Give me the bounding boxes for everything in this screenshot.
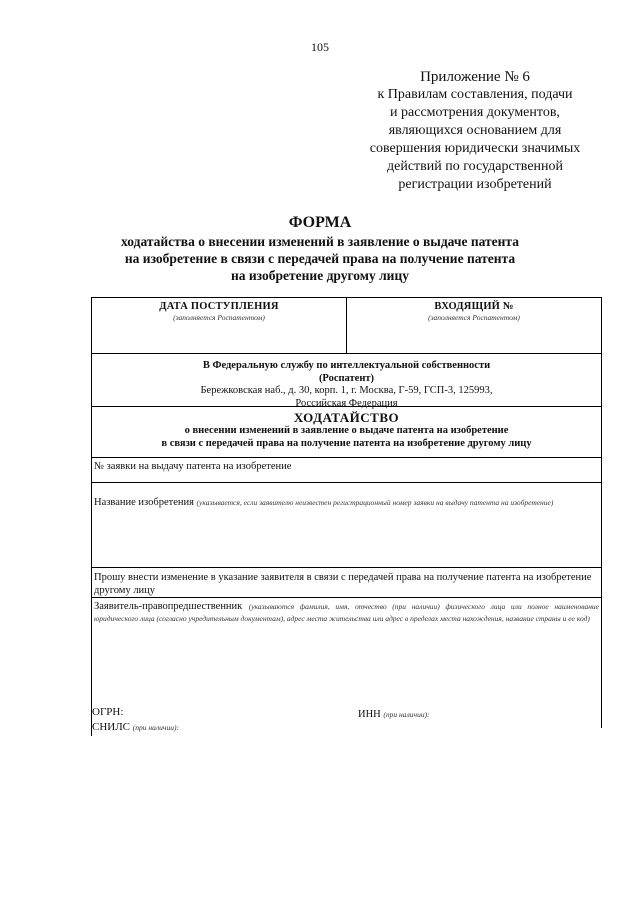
predecessor-label: Заявитель-правопредшественник (94, 601, 243, 612)
ogrn-label: ОГРН: (92, 706, 124, 718)
appendix-line: к Правилам составления, подачи (377, 87, 573, 102)
invention-name-note: (указывается, если заявителю неизвестен регистрационный номер заявки на выдачу патента на изобретение) (196, 498, 554, 507)
receipt-date-note: (заполняется Роспатентом) (173, 313, 265, 322)
petition-header-row (91, 407, 602, 458)
application-number-field[interactable] (91, 458, 602, 483)
inn-label: ИНН (358, 709, 381, 720)
application-number-label: № заявки на выдачу патента на изобретение (94, 461, 292, 472)
dates-row (91, 298, 602, 354)
snils-label: СНИЛС (92, 721, 131, 733)
appendix-line: являющихся основанием для (388, 123, 562, 138)
form-subtitle-line: на изобретение в связи с передачей права на получение патента (124, 251, 516, 266)
appendix-line: действий по государственной (386, 159, 564, 174)
agency-address-row (91, 354, 602, 407)
appendix-line: совершения юридически значимых (369, 141, 581, 156)
invention-name-label: Название изобретения (94, 497, 194, 508)
incoming-number-note: (заполняется Роспатентом) (428, 313, 520, 322)
form-subtitle-line: ходатайства о внесении изменений в заявление о выдаче патента (121, 234, 519, 249)
petition-title: ХОДАТАЙСТВО (293, 410, 400, 425)
request-statement-row (91, 568, 602, 598)
appendix-block (340, 68, 610, 194)
incoming-number-title: ВХОДЯЩИЙ № (434, 301, 514, 312)
inn-field[interactable] (358, 709, 430, 720)
table-right-border (601, 704, 602, 728)
form-table (91, 297, 602, 720)
ogrn-field[interactable] (92, 706, 123, 718)
snils-note: (при наличии): (132, 723, 179, 732)
predecessor-note: (указываются фамилия, имя, отчество (при наличии) физического лица или полное наименование юридического лица (согласно учредительным документам), адрес места жительства или адрес в пределах места нахождения, название страны и ее код) (94, 602, 599, 623)
appendix-line: и рассмотрения документов, (390, 105, 560, 120)
page-number: 105 (311, 40, 329, 54)
request-statement-text: Прошу внести изменение в указание заявителя в связи с передачей права на получение патента на изобретение другому лицу (94, 572, 592, 596)
agency-abbreviation: (Роспатент) (318, 372, 375, 384)
receipt-date-title: ДАТА ПОСТУПЛЕНИЯ (159, 301, 279, 312)
form-title: ФОРМА (288, 214, 352, 231)
inn-note: (при наличии): (383, 710, 430, 719)
receipt-date-cell[interactable] (92, 298, 346, 353)
agency-country: Российская Федерация (295, 397, 398, 409)
invention-name-field[interactable] (91, 483, 602, 568)
agency-address: Бережковская наб., д. 30, корп. 1, г. Москва, Г-59, ГСП-3, 125993, (200, 385, 493, 396)
agency-name: В Федеральную службу по интеллектуальной собственности (202, 360, 491, 371)
appendix-title: Приложение № 6 (420, 69, 530, 85)
snils-field[interactable] (92, 721, 179, 733)
appendix-line: регистрации изобретений (398, 177, 552, 192)
predecessor-applicant-field[interactable] (91, 598, 602, 720)
petition-subtitle-line: о внесении изменений в заявление о выдаче патента на изобретение (184, 425, 509, 436)
incoming-number-cell[interactable] (346, 298, 601, 353)
form-heading (0, 213, 640, 284)
petition-subtitle-line: в связи с передачей права на получение патента на изобретение другому лицу (161, 437, 532, 449)
form-subtitle-line: на изобретение другому лицу (231, 268, 409, 283)
